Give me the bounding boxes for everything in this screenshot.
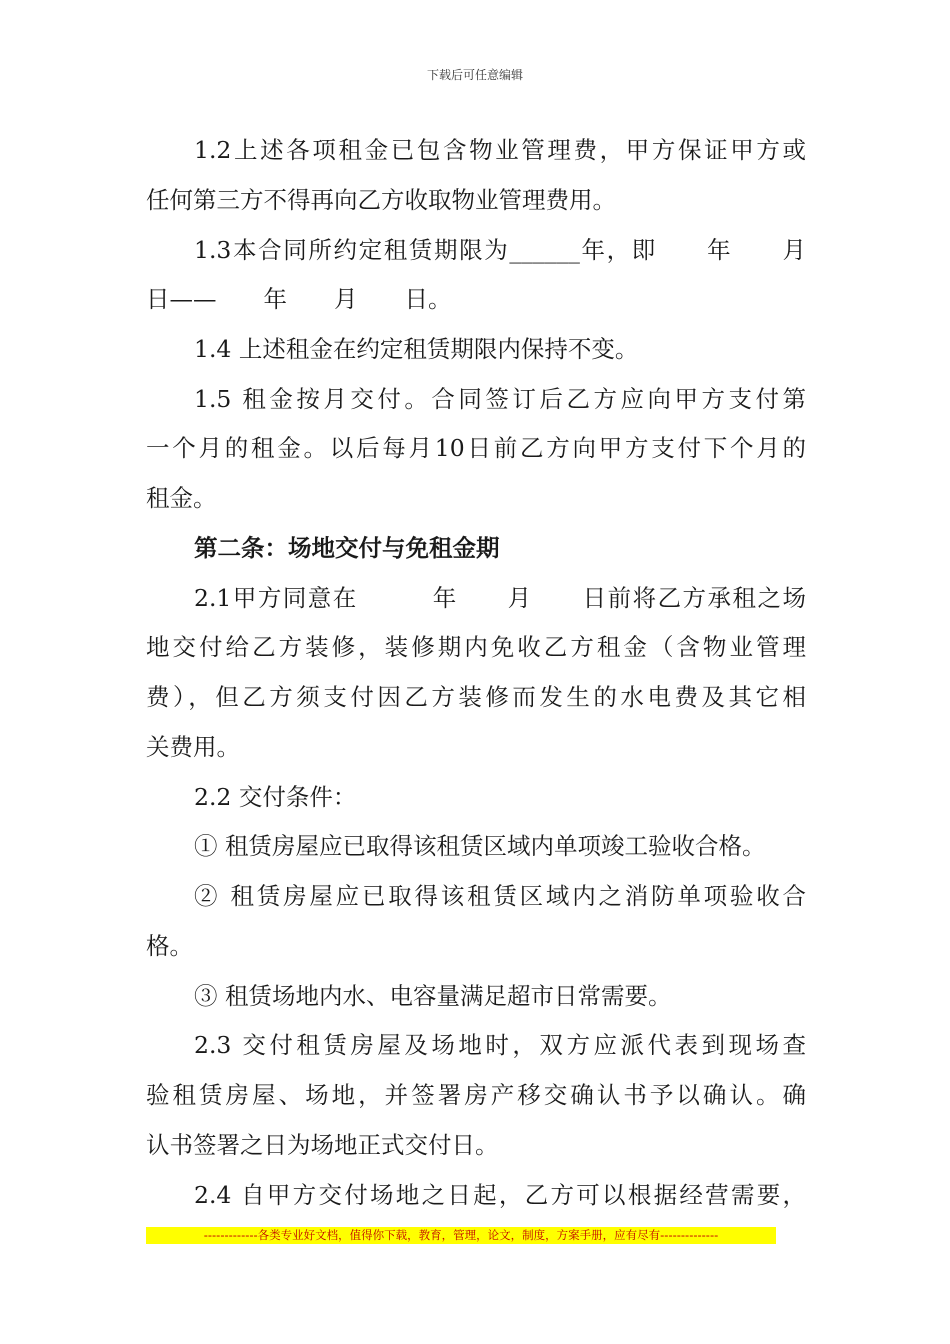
paragraph-line: 2.4 自甲方交付场地之日起，乙方可以根据经营需要， <box>194 1181 806 1209</box>
paragraph-line: 地交付给乙方装修，装修期内免收乙方租金（含物业管理 <box>146 633 806 661</box>
paragraph-line: 租金。 <box>146 484 217 512</box>
paragraph-line: 验租赁房屋、场地，并签署房产移交确认书予以确认。确 <box>146 1081 806 1109</box>
list-item: ② 租赁房屋应已取得该租赁区域内之消防单项验收合 <box>194 882 806 910</box>
paragraph-line: 2.1甲方同意在 年 月 日前将乙方承租之场 <box>194 584 806 612</box>
page-header: 下载后可任意编辑 <box>426 68 523 82</box>
paragraph-line: 认书签署之日为场地正式交付日。 <box>146 1131 499 1159</box>
paragraph-line: 任何第三方不得再向乙方收取物业管理费用。 <box>146 186 616 214</box>
paragraph-line: 格。 <box>146 932 193 960</box>
paragraph-line: 1.5 租金按月交付。合同签订后乙方应向甲方支付第 <box>194 385 806 413</box>
paragraph-line: 一个月的租金。以后每月10日前乙方向甲方支付下个月的 <box>146 434 806 462</box>
paragraph-line: 1.4 上述租金在约定租赁期限内保持不变。 <box>194 335 639 363</box>
paragraph-line: 1.3本合同所约定租赁期限为______年，即 年 月 <box>194 236 806 264</box>
paragraph-line: 2.2 交付条件： <box>194 783 357 811</box>
section-heading: 第二条：场地交付与免租金期 <box>194 534 500 562</box>
paragraph-line: 2.3 交付租赁房屋及场地时，双方应派代表到现场查 <box>194 1031 806 1059</box>
paragraph-line: 日—— 年 月 日。 <box>146 285 452 313</box>
list-item: ① 租赁房屋应已取得该租赁区域内单项竣工验收合格。 <box>194 832 766 860</box>
paragraph-line: 费），但乙方须支付因乙方装修而发生的水电费及其它相 <box>146 683 806 711</box>
list-item: ③ 租赁场地内水、电容量满足超市日常需要。 <box>194 982 672 1010</box>
paragraph-line: 关费用。 <box>146 733 240 761</box>
paragraph-line: 1.2上述各项租金已包含物业管理费，甲方保证甲方或 <box>194 136 806 164</box>
footer-banner: -------------各类专业好文档，值得你下载，教育，管理，论文，制度，方案手册，应有尽有-------------- <box>146 1227 776 1244</box>
